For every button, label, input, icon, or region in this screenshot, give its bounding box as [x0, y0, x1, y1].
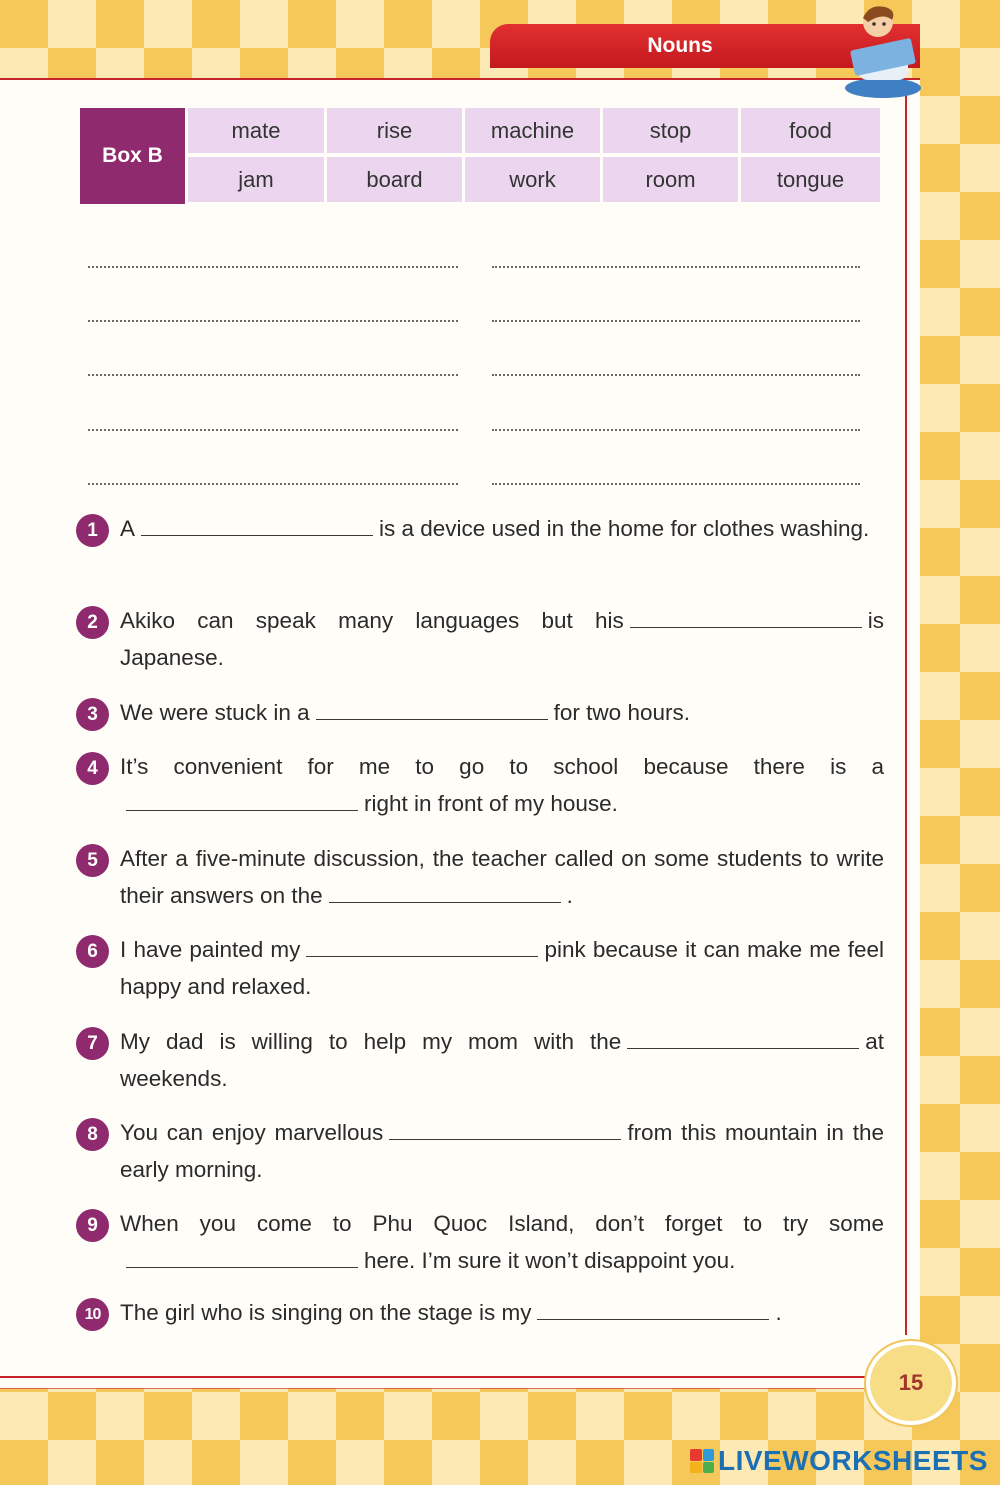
brand-name: LIVEWORKSHEETS [718, 1445, 988, 1476]
answer-blank[interactable] [126, 792, 358, 811]
question-text: After a five-minute discussion, the teacher called on some students to write their answers on the [120, 846, 884, 908]
box-word: work [465, 157, 600, 202]
question-text: We were stuck in a [120, 700, 310, 725]
question-number: 3 [76, 698, 109, 731]
right-rule [905, 95, 907, 1335]
brand-logo [690, 1446, 988, 1476]
answer-blank[interactable] [141, 517, 373, 536]
box-word: tongue [741, 157, 880, 202]
question-number: 10 [76, 1298, 109, 1331]
question-number: 8 [76, 1118, 109, 1151]
question-item [76, 1294, 884, 1331]
question-text: When you come to Phu Quoc Island, don’t forget to try some [120, 1211, 884, 1236]
answer-line[interactable] [492, 320, 860, 322]
answer-blank[interactable] [389, 1121, 621, 1140]
question-number: 2 [76, 606, 109, 639]
box-word: board [327, 157, 462, 202]
question-item [76, 694, 884, 731]
question-text: I have painted my [120, 937, 301, 962]
answer-blank[interactable] [329, 884, 561, 903]
box-word: rise [327, 108, 462, 153]
question-item [76, 840, 884, 914]
bottom-rule-thin [0, 1388, 890, 1389]
question-text: It’s convenient for me to go to school because there is a [120, 754, 884, 779]
box-word: mate [188, 108, 324, 153]
question-text: . [566, 883, 573, 908]
page-number: 15 [866, 1341, 956, 1425]
answer-line[interactable] [88, 483, 458, 485]
question-text: here. I’m sure it won’t disappoint you. [364, 1248, 736, 1273]
reading-boy-icon [838, 0, 928, 100]
question-item [76, 931, 884, 1005]
answer-blank[interactable] [306, 938, 538, 957]
question-text: My dad is willing to help my mom with the [120, 1029, 622, 1054]
question-text: The girl who is singing on the stage is my [120, 1300, 532, 1325]
box-word: food [741, 108, 880, 153]
question-item [76, 602, 884, 676]
answer-line[interactable] [88, 266, 458, 268]
answer-blank[interactable] [630, 609, 862, 628]
question-text: at weekends. [120, 1029, 884, 1091]
answer-blank[interactable] [316, 701, 548, 720]
answer-line[interactable] [492, 429, 860, 431]
answer-line[interactable] [492, 374, 860, 376]
page-title: Nouns [647, 34, 713, 57]
question-text: Akiko can speak many languages but his [120, 608, 624, 633]
answer-line[interactable] [492, 266, 860, 268]
question-number: 1 [76, 514, 109, 547]
box-word: stop [603, 108, 738, 153]
question-item [76, 748, 884, 822]
answer-line[interactable] [492, 483, 860, 485]
box-label: Box B [80, 108, 185, 204]
question-text: . [775, 1300, 782, 1325]
question-text: You can enjoy marvellous [120, 1120, 384, 1145]
question-text: pink because it can make me feel happy and relaxed. [120, 937, 885, 999]
bottom-rule [0, 1376, 870, 1378]
word-box [80, 108, 880, 204]
question-number: 7 [76, 1027, 109, 1060]
question-number: 4 [76, 752, 109, 785]
box-word: jam [188, 157, 324, 202]
question-number: 6 [76, 935, 109, 968]
answer-line[interactable] [88, 374, 458, 376]
question-item [76, 1205, 884, 1279]
question-item [76, 510, 884, 547]
question-text: for two hours. [553, 700, 690, 725]
question-text: right in front of my house. [364, 791, 618, 816]
question-item [76, 1114, 884, 1188]
answer-blank[interactable] [537, 1301, 769, 1320]
question-text: is a device used in the home for clothes washing. [379, 516, 870, 541]
answer-blank[interactable] [627, 1030, 859, 1049]
top-rule [0, 78, 920, 80]
brand-mark-icon [690, 1449, 714, 1473]
answer-line[interactable] [88, 320, 458, 322]
worksheet-page [0, 78, 920, 1388]
box-word: room [603, 157, 738, 202]
question-text: is Japanese. [120, 608, 884, 670]
question-number: 5 [76, 844, 109, 877]
question-text: from this mountain in the early morning. [120, 1120, 884, 1182]
answer-blank[interactable] [126, 1249, 358, 1268]
answer-line[interactable] [88, 429, 458, 431]
box-word: machine [465, 108, 600, 153]
question-text: A [120, 516, 136, 541]
question-item [76, 1023, 884, 1097]
question-number: 9 [76, 1209, 109, 1242]
